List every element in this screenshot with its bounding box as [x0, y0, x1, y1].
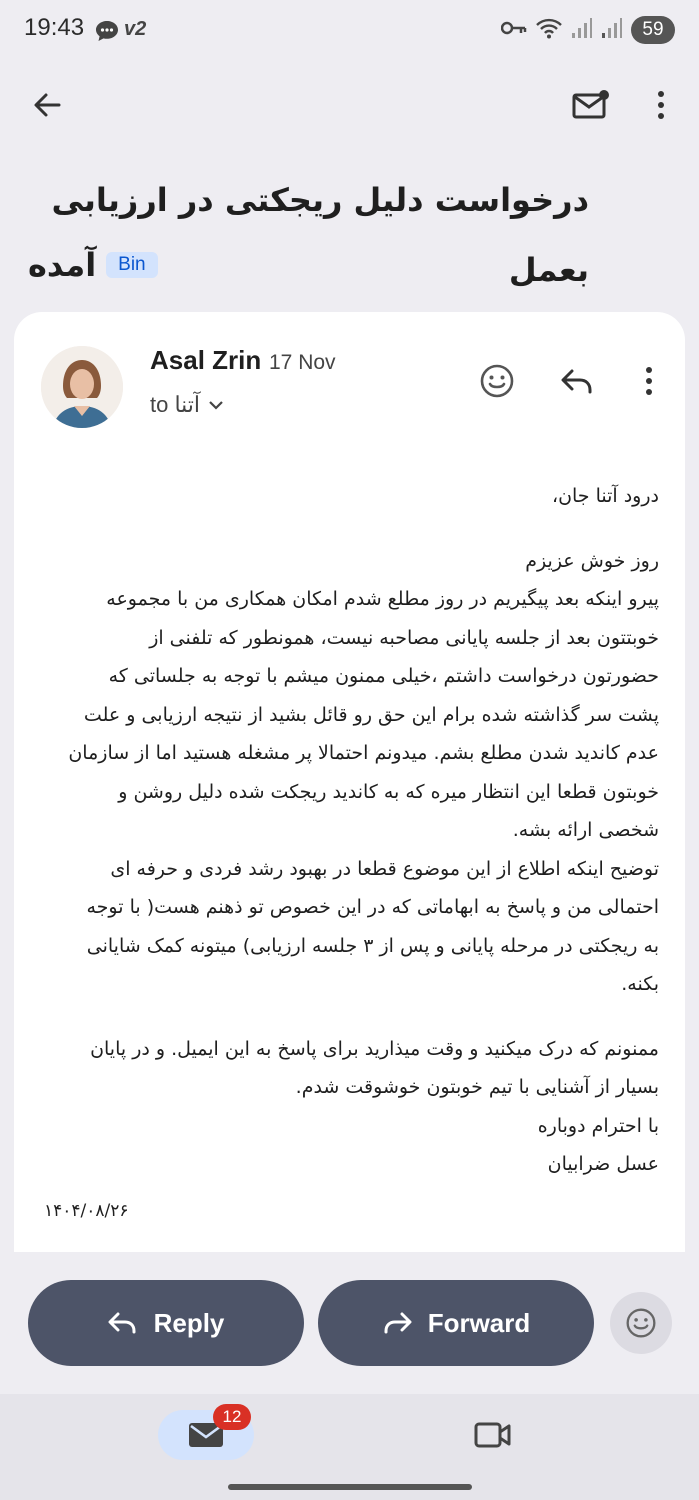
action-bar	[0, 1252, 699, 1394]
recipient-label: to آتنا	[150, 392, 201, 417]
body-greeting: درود آتنا جان،	[551, 485, 659, 507]
react-button[interactable]	[610, 1292, 672, 1354]
reply-icon-button[interactable]	[552, 356, 602, 406]
nav-meet-tab[interactable]	[466, 1410, 520, 1460]
email-subject-line2	[28, 235, 158, 295]
forward-label: Forward	[427, 1307, 531, 1338]
closing-line: با احترام دوباره	[537, 1114, 659, 1137]
more-vert-icon	[645, 366, 653, 396]
body-line: شخصی ارائه بشه.	[512, 819, 659, 841]
more-options-button[interactable]	[636, 80, 686, 130]
status-time: 19:43	[24, 14, 85, 41]
video-camera-icon	[474, 1421, 512, 1449]
signal-icon-2	[601, 17, 623, 43]
home-indicator[interactable]	[228, 1484, 472, 1490]
arrow-back-icon	[32, 90, 62, 120]
wifi-icon	[535, 17, 563, 43]
chat-bubble-icon	[95, 20, 119, 40]
body-line: پیرو اینکه بعد پیگیریم در روز مطلع شدم امکان همکاری من با مجموعه	[106, 588, 659, 610]
sender-photo-icon	[41, 346, 123, 428]
status-bar	[0, 0, 699, 62]
add-reaction-button[interactable]	[472, 356, 522, 406]
body-line: خوبتتون بعد از جلسه پایانی مصاحبه نیست، همونطور که تلفنی از	[149, 626, 659, 649]
recipient-toggle[interactable]	[150, 392, 224, 418]
closing-line: ممنونم که درک میکنید و وقت میذارید برای پاسخ به این ایمیل. و در پایان	[90, 1037, 659, 1060]
forward-button[interactable]	[318, 1280, 594, 1366]
message-card	[14, 312, 685, 1252]
back-button[interactable]	[22, 80, 72, 130]
mark-unread-button[interactable]	[564, 78, 618, 132]
reply-button[interactable]	[28, 1280, 304, 1366]
key-icon	[501, 20, 527, 40]
subject-continued: آمده	[28, 246, 97, 284]
body-line: احتمالی من و پاسخ به ابهاماتی که در این خصوص تو ذهنم هست( با توجه	[86, 896, 659, 918]
body-line: بکنه.	[621, 973, 659, 995]
body-line: پشت سر گذاشته شده برام این حق رو قائل بشید از نتیجه ارزیابی و علت	[83, 703, 659, 726]
forward-icon	[382, 1311, 412, 1335]
more-vert-icon	[657, 90, 665, 120]
body-line: خوبتون قطعا این انتظار میره که به کاندید ریجکت شده دلیل روشن و	[118, 780, 659, 803]
label-badge[interactable]: Bin	[106, 252, 157, 278]
sent-date: 17 Nov	[269, 351, 336, 374]
body-date: ۱۴۰۴/۰۸/۲۶	[44, 1200, 129, 1221]
email-subject: درخواست دلیل ریجکتی در ارزیابی بعمل	[51, 181, 589, 289]
avatar[interactable]	[41, 346, 123, 428]
reply-label: Reply	[153, 1307, 225, 1338]
body-line: عدم کاندید شدن مطلع بشم. میدونم احتمالا پر مشغله هستید اما از سازمان	[68, 742, 659, 764]
signature: عسل ضرابیان	[547, 1153, 659, 1175]
body-line: روز خوش عزیزم	[525, 549, 659, 572]
body-line: توضیح اینکه اطلاع از این موضوع قطعا در بهبود رشد فردی و حرفه ای	[110, 857, 659, 880]
message-body	[44, 477, 659, 1230]
emoji-icon	[479, 363, 515, 399]
body-line: حضورتون درخواست داشتم ،خیلی ممنون میشم با توجه به جلساتی که	[108, 665, 659, 687]
battery-level: 59	[631, 16, 675, 44]
closing-line: بسیار از آشنایی با تیم خوبتون خوشوقت شدم.	[295, 1076, 659, 1098]
mail-unread-icon	[572, 89, 610, 121]
signal-icon	[571, 17, 593, 43]
emoji-icon	[625, 1307, 657, 1339]
carrier-tag: v2	[124, 18, 147, 40]
bottom-nav	[0, 1394, 699, 1500]
unread-count-badge: 12	[213, 1404, 251, 1430]
sender-name[interactable]: Asal Zrin	[150, 345, 262, 375]
reply-icon	[560, 367, 594, 395]
reply-icon	[108, 1311, 138, 1335]
app-bar	[0, 62, 699, 158]
message-more-button[interactable]	[624, 356, 674, 406]
chevron-down-icon	[208, 400, 224, 410]
body-line: به ریجکتی در مرحله پایانی و پس از ۳ جلسه ارزیابی) میتونه کمک شایانی	[86, 934, 659, 957]
status-icons	[501, 16, 675, 44]
